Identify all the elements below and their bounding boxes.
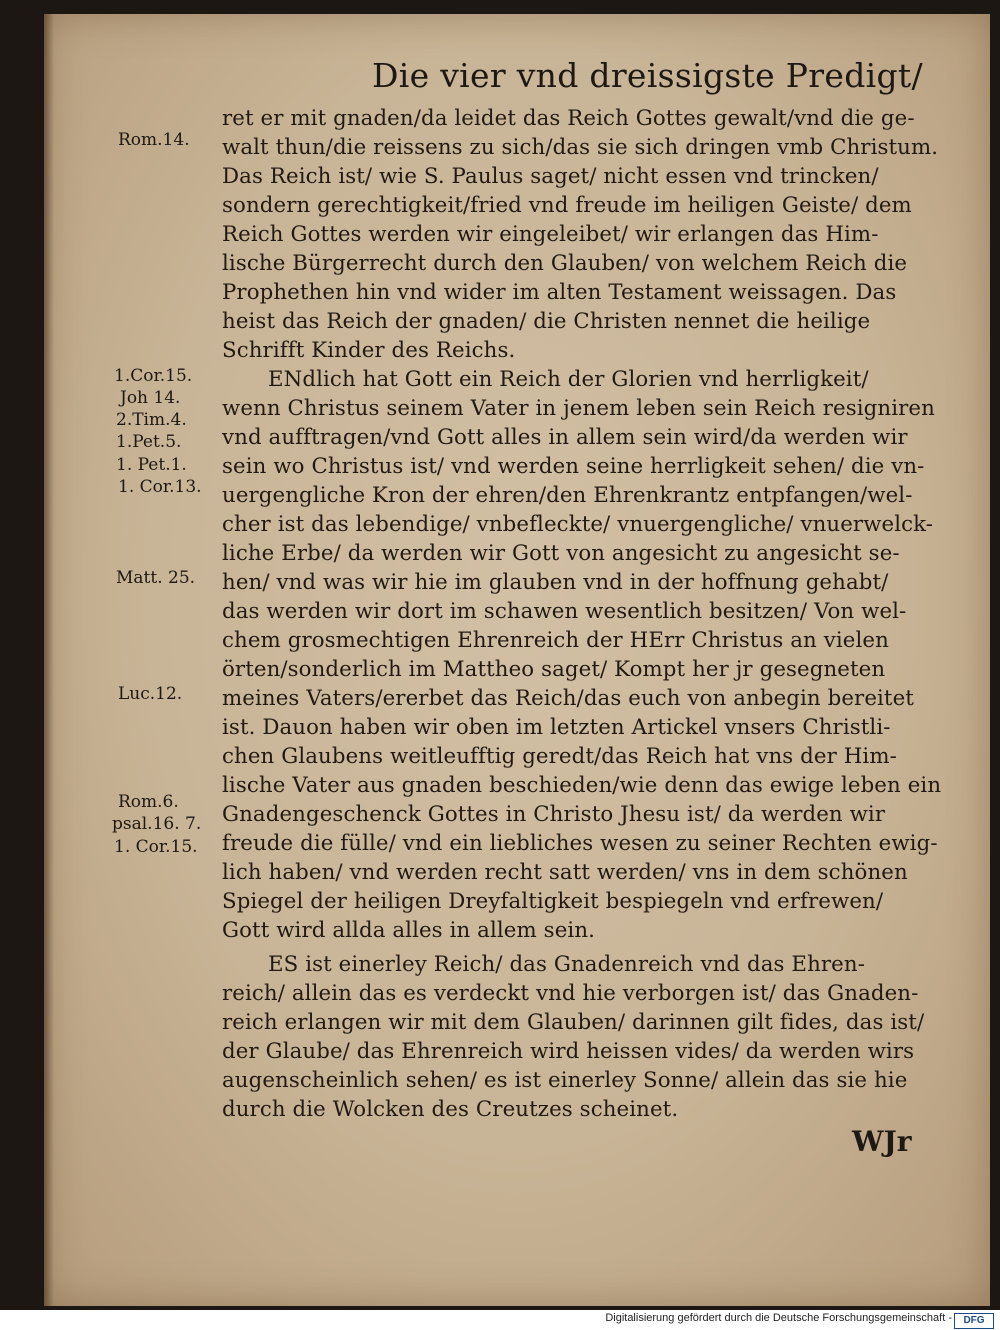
margin-note: 1.Pet.5. [116, 432, 182, 452]
margin-note: Rom.6. [118, 792, 179, 812]
text-line: reich erlangen wir mit dem Glauben/ darinnen gilt fides, das ist/ [222, 1010, 925, 1035]
text-line: lische Vater aus gnaden beschieden/wie denn das ewige leben ein [222, 773, 942, 798]
margin-note: Rom.14. [118, 130, 190, 150]
margin-note: 1.Cor.15. [114, 366, 193, 386]
text-line: sein wo Christus ist/ vnd werden seine herrligkeit sehen/ die vn- [222, 454, 925, 479]
margin-note: 1. Cor.13. [118, 477, 202, 497]
text-line: chen Glaubens weitleufftig geredt/das Reich hat vns der Him- [222, 744, 897, 769]
text-line: Gnadengeschenck Gottes in Christo Jhesu ist/ da werden wir [222, 802, 886, 827]
text-line: ENdlich hat Gott ein Reich der Glorien vnd herrligkeit/ [268, 367, 869, 392]
text-line: Reich Gottes werden wir eingeleibet/ wir erlangen das Him- [222, 222, 879, 247]
margin-note: Matt. 25. [116, 568, 196, 588]
text-line: örten/sonderlich im Mattheo saget/ Kompt her jr gesegneten [222, 657, 886, 682]
page-gutter-shadow [44, 14, 54, 1306]
text-line: durch die Wolcken des Creutzes scheinet. [222, 1097, 679, 1122]
text-line: liche Erbe/ da werden wir Gott von angesicht zu angesicht se- [222, 541, 900, 566]
text-line: das werden wir dort im schawen wesentlich besitzen/ Von wel- [222, 599, 907, 624]
page-running-header: Die vier vnd dreissigste Predigt/ [372, 56, 923, 95]
margin-note: 1. Pet.1. [116, 455, 187, 475]
text-line: Schrifft Kinder des Reichs. [222, 338, 516, 363]
text-line: ist. Dauon haben wir oben im letzten Artickel vnsers Christli- [222, 715, 891, 740]
text-line: lische Bürgerrecht durch den Glauben/ von welchem Reich die [222, 251, 908, 276]
text-line: Das Reich ist/ wie S. Paulus saget/ nicht essen vnd trincken/ [222, 164, 879, 189]
text-line: Gott wird allda alles in allem sein. [222, 918, 595, 943]
text-line: Spiegel der heiligen Dreyfaltigkeit bespiegeln vnd erfrewen/ [222, 889, 884, 914]
text-line: reich/ allein das es verdeckt vnd hie verborgen ist/ das Gnaden- [222, 981, 919, 1006]
text-line: wenn Christus seinem Vater in jenem leben sein Reich resigniren [222, 396, 935, 421]
text-line: hen/ vnd was wir hie im glauben vnd in der hoffnung gehabt/ [222, 570, 889, 595]
text-line: vnd aufftragen/vnd Gott alles in allem sein wird/da werden wir [222, 425, 908, 450]
margin-note: Joh 14. [120, 388, 181, 408]
text-line: freude die fülle/ vnd ein liebliches wesen zu seiner Rechten ewig- [222, 831, 938, 856]
footer-credit: Digitalisierung gefördert durch die Deutsche Forschungsgemeinschaft - [605, 1312, 952, 1324]
text-line: der Glaube/ das Ehrenreich wird heissen vides/ da werden wirs [222, 1039, 915, 1064]
text-line: cher ist das lebendige/ vnbefleckte/ vnuergengliche/ vnuerwelck- [222, 512, 934, 537]
text-line: sondern gerechtigkeit/fried vnd freude im heiligen Geiste/ dem [222, 193, 912, 218]
text-line: chem grosmechtigen Ehrenreich der HErr Christus an vielen [222, 628, 889, 653]
text-line: lich haben/ vnd werden recht satt werden/ vns in dem schönen [222, 860, 908, 885]
text-line: meines Vaters/ererbet das Reich/das euch von anbegin bereitet [222, 686, 914, 711]
margin-note: 1. Cor.15. [114, 837, 198, 857]
dfg-logo: DFG [954, 1313, 994, 1329]
text-line: Prophethen hin vnd wider im alten Testament weissagen. Das [222, 280, 897, 305]
text-line: ES ist einerley Reich/ das Gnadenreich vnd das Ehren- [268, 952, 865, 977]
margin-note: Luc.12. [118, 684, 183, 704]
margin-note: psal.16. 7. [112, 814, 202, 834]
text-line: ret er mit gnaden/da leidet das Reich Gottes gewalt/vnd die ge- [222, 106, 915, 131]
text-line: walt thun/die reissens zu sich/das sie sich dringen vmb Christum. [222, 135, 939, 160]
text-line: uergengliche Kron der ehren/den Ehrenkrantz entpfangen/wel- [222, 483, 913, 508]
catchword: WJr [852, 1125, 912, 1158]
text-line: augenscheinlich sehen/ es ist einerley Sonne/ allein das sie hie [222, 1068, 908, 1093]
margin-note: 2.Tim.4. [116, 410, 187, 430]
footer-bar [0, 1310, 1000, 1330]
text-line: heist das Reich der gnaden/ die Christen nennet die heilige [222, 309, 871, 334]
